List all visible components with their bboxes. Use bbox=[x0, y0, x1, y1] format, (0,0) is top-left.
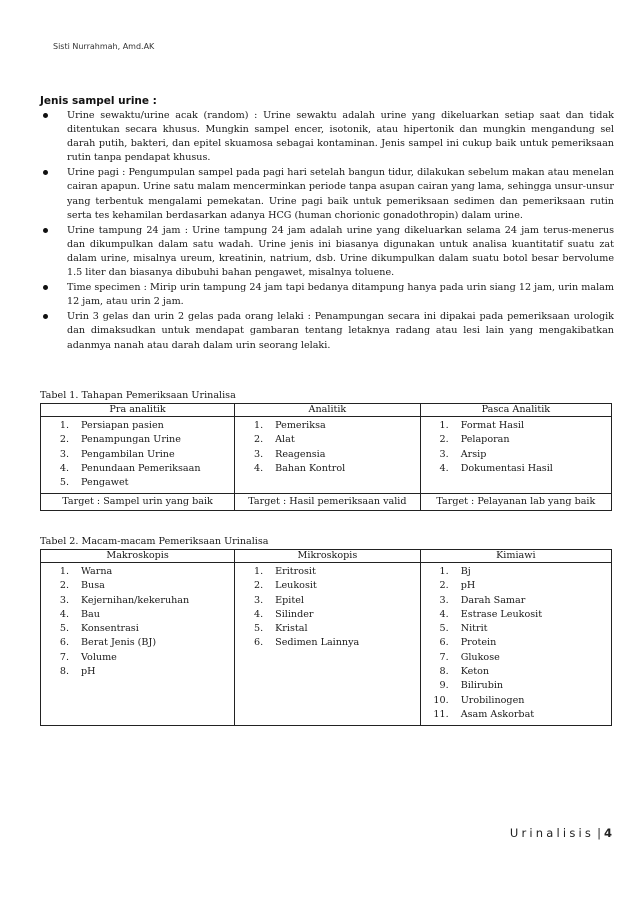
item-text: Reagensia bbox=[275, 448, 326, 460]
item-number: 4. bbox=[439, 462, 449, 474]
list-item bbox=[41, 665, 234, 679]
item-text: Kristal bbox=[275, 623, 308, 635]
item-text: Berat Jenis (BJ) bbox=[81, 637, 157, 649]
footer-title: Urinalisis bbox=[509, 826, 595, 840]
list-item bbox=[41, 433, 234, 447]
list-item bbox=[235, 419, 420, 433]
list-item bbox=[421, 651, 611, 665]
item-number: 5. bbox=[253, 623, 264, 635]
item-number: 2. bbox=[439, 434, 449, 446]
item-text: Penampungan Urine bbox=[81, 434, 181, 446]
bullet-icon bbox=[43, 285, 48, 290]
item-number: 4. bbox=[59, 608, 69, 620]
list-item bbox=[421, 565, 611, 579]
list-item bbox=[41, 462, 234, 476]
item-number: 2. bbox=[253, 434, 264, 446]
list-item bbox=[41, 419, 234, 433]
table1-target-pasca: Target : Pelayanan lab yang baik bbox=[420, 494, 611, 511]
item-text: Dokumentasi Hasil bbox=[460, 462, 553, 474]
list-item bbox=[40, 166, 614, 222]
item-text: Konsentrasi bbox=[81, 623, 139, 635]
item-text: pH bbox=[81, 666, 96, 678]
item-number: 1. bbox=[439, 420, 449, 431]
item-text: Pemeriksa bbox=[275, 420, 326, 431]
item-text: Penundaan Pemeriksaan bbox=[81, 462, 201, 474]
item-number: 8. bbox=[59, 666, 69, 678]
bullet-text: Urine pagi : Pengumpulan sampel pada pagi hari setelah bangun tidur, dilakukan sebelum makan atau menelan cairan apapun. Urine satu malam mencerminkan periode tanpa asupan cairan yang lama, sehingga unsur-unsur yang terbentuk mengalami pemekatan. Urine pagi baik untuk pemeriksaan sedimen dan pemeriksaan rutin serta tes kehamilan berdasarkan adanya HCG (human chorionic gonadothropin) dalam urine. bbox=[67, 167, 614, 221]
item-text: Bahan Kontrol bbox=[275, 462, 346, 474]
item-text: Protein bbox=[460, 637, 497, 649]
list-item bbox=[421, 419, 611, 433]
table2-col-makroskopis bbox=[41, 563, 235, 726]
item-number: 7. bbox=[59, 651, 69, 663]
item-text: Alat bbox=[275, 434, 295, 446]
list-item bbox=[40, 310, 614, 352]
item-number: 6. bbox=[439, 637, 449, 649]
bullet-text: Urin 3 gelas dan urin 2 gelas pada orang lelaki : Penampungan secara ini dipakai pada pemeriksaan urologik dan dimaksudkan untuk mendapat gambaran tentang letaknya radang atau lesi lain yang mengakibatkan adanmya nanah atau darah dalam urin seorang lelaki. bbox=[67, 311, 614, 351]
item-text: Persiapan pasien bbox=[81, 420, 164, 431]
list-item bbox=[40, 224, 614, 280]
item-text: Pelaporan bbox=[460, 434, 510, 446]
list-item bbox=[421, 594, 611, 608]
list-item bbox=[41, 636, 234, 650]
list-item bbox=[40, 109, 614, 165]
list-item bbox=[421, 608, 611, 622]
bullet-icon bbox=[43, 170, 48, 175]
item-number: 10. bbox=[433, 694, 449, 706]
list-item bbox=[421, 448, 611, 462]
item-number: 8. bbox=[439, 666, 449, 678]
table2-col-mikroskopis bbox=[235, 563, 421, 726]
item-number: 2. bbox=[59, 580, 69, 592]
item-number: 4. bbox=[253, 462, 264, 474]
list-item bbox=[41, 579, 234, 593]
list-item bbox=[235, 448, 420, 462]
item-text: Warna bbox=[81, 566, 113, 577]
item-text: Sedimen Lainnya bbox=[275, 637, 360, 649]
item-number: 6. bbox=[253, 637, 264, 649]
table1-caption: Tabel 1. Tahapan Pemeriksaan Urinalisa bbox=[40, 390, 236, 401]
item-number: 5. bbox=[59, 623, 69, 635]
list-item bbox=[235, 608, 420, 622]
bullet-text: Urine tampung 24 jam : Urine tampung 24 jam adalah urine yang dikeluarkan selama 24 jam terus-menerus dan dikumpulkan dalam satu wadah. Urine jenis ini biasanya digunakan untuk analisa kuantitatif suatu zat dalam urine, misalnya ureum, kreatinin, natrium, dsb. Urine dikumpulkan dalam suatu botol besar bervolume 1.5 liter dan biasanya dibubuhi bahan pengawet, misalnya toluene. bbox=[67, 224, 614, 279]
item-number: 5. bbox=[59, 477, 69, 489]
item-number: 3. bbox=[253, 448, 264, 460]
bullet-icon bbox=[43, 113, 48, 118]
list-item bbox=[41, 622, 234, 636]
bullet-icon bbox=[43, 314, 48, 319]
item-text: Bilirubin bbox=[460, 680, 504, 692]
item-number: 3. bbox=[253, 594, 264, 606]
item-number: 2. bbox=[253, 580, 264, 592]
table2-header-makroskopis: Makroskopis bbox=[41, 550, 235, 563]
item-text: Eritrosit bbox=[275, 566, 316, 577]
item-number: 1. bbox=[59, 420, 69, 431]
list-item bbox=[235, 565, 420, 579]
item-text: Glukose bbox=[460, 651, 500, 663]
list-item bbox=[235, 579, 420, 593]
table1-target-analitik: Target : Hasil pemeriksaan valid bbox=[235, 494, 421, 511]
table1-col-analitik bbox=[235, 417, 421, 494]
list-item bbox=[41, 476, 234, 490]
item-number: 11. bbox=[433, 708, 449, 720]
item-text: Arsip bbox=[460, 448, 487, 460]
list-item bbox=[41, 608, 234, 622]
page-header-author: Sisti Nurrahmah, Amd.AK bbox=[53, 42, 155, 51]
item-text: Bau bbox=[81, 608, 100, 620]
table1-header-pasca-analitik: Pasca Analitik bbox=[420, 404, 611, 417]
list-item bbox=[235, 594, 420, 608]
numbered-list bbox=[235, 565, 420, 651]
item-number: 2. bbox=[59, 434, 69, 446]
item-text: Volume bbox=[81, 651, 117, 663]
numbered-list bbox=[235, 419, 420, 476]
table2-caption: Tabel 2. Macam-macam Pemeriksaan Urinalisa bbox=[40, 536, 269, 547]
footer-separator: | bbox=[597, 826, 601, 840]
item-number: 1. bbox=[253, 566, 264, 577]
item-text: Leukosit bbox=[275, 580, 317, 592]
table1-header-pra-analitik: Pra analitik bbox=[41, 404, 235, 417]
item-text: Bj bbox=[460, 566, 471, 577]
list-item bbox=[421, 462, 611, 476]
item-text: Epitel bbox=[275, 594, 304, 606]
list-item bbox=[235, 622, 420, 636]
list-item bbox=[421, 579, 611, 593]
list-item bbox=[421, 708, 611, 722]
page-number: 4 bbox=[603, 826, 612, 840]
item-text: pH bbox=[460, 580, 476, 592]
table2-urinalysis-types bbox=[40, 549, 612, 726]
list-item bbox=[421, 636, 611, 650]
item-number: 4. bbox=[439, 608, 449, 620]
numbered-list bbox=[421, 419, 611, 476]
item-number: 4. bbox=[59, 462, 69, 474]
list-item bbox=[421, 665, 611, 679]
list-item bbox=[421, 433, 611, 447]
bullet-text: Urine sewaktu/urine acak (random) : Urine sewaktu adalah urine yang dikeluarkan setiap saat dan tidak ditentukan secara khusus. Mungkin sampel encer, isotonik, atau hipertonik dan mungkin mengandung sel darah putih, bakteri, dan epitel skuamosa sebagai kontaminan. Jenis sampel ini cukup baik untuk pemeriksaan rutin tanpa pendapat khusus. bbox=[67, 110, 614, 164]
item-number: 6. bbox=[59, 637, 69, 649]
item-text: Asam Askorbat bbox=[460, 708, 535, 720]
item-text: Darah Samar bbox=[460, 594, 526, 606]
table1-col-pasca-analitik bbox=[420, 417, 611, 494]
item-text: Nitrit bbox=[460, 623, 488, 635]
item-number: 9. bbox=[439, 680, 449, 692]
item-number: 5. bbox=[439, 623, 449, 635]
list-item bbox=[41, 565, 234, 579]
item-text: Keton bbox=[460, 666, 490, 678]
item-text: Pengawet bbox=[81, 477, 129, 489]
numbered-list bbox=[421, 565, 611, 722]
table1-target-pra: Target : Sampel urin yang baik bbox=[41, 494, 235, 511]
list-item bbox=[421, 622, 611, 636]
table2-col-kimiawi bbox=[420, 563, 611, 726]
bullet-icon bbox=[43, 228, 48, 233]
list-item bbox=[235, 433, 420, 447]
item-number: 1. bbox=[59, 566, 69, 577]
list-item bbox=[41, 594, 234, 608]
list-item bbox=[421, 679, 611, 693]
item-number: 3. bbox=[59, 594, 69, 606]
list-item bbox=[40, 281, 614, 309]
item-text: Busa bbox=[81, 580, 105, 592]
list-item bbox=[235, 462, 420, 476]
table2-header-mikroskopis: Mikroskopis bbox=[235, 550, 421, 563]
table1-header-analitik: Analitik bbox=[235, 404, 421, 417]
item-text: Urobilinogen bbox=[460, 694, 525, 706]
numbered-list bbox=[41, 419, 234, 490]
item-number: 3. bbox=[439, 594, 449, 606]
item-number: 1. bbox=[253, 420, 264, 431]
numbered-list bbox=[41, 565, 234, 679]
table1-urinalysis-stages bbox=[40, 403, 612, 511]
item-text: Silinder bbox=[275, 608, 314, 620]
item-number: 7. bbox=[439, 651, 449, 663]
table2-header-kimiawi: Kimiawi bbox=[420, 550, 611, 563]
item-number: 3. bbox=[59, 448, 69, 460]
item-text: Kejernihan/kekeruhan bbox=[81, 594, 190, 606]
section-title: Jenis sampel urine : bbox=[40, 95, 157, 107]
page-footer bbox=[510, 826, 612, 840]
list-item bbox=[41, 651, 234, 665]
sample-types-list bbox=[40, 109, 614, 354]
list-item bbox=[235, 636, 420, 650]
item-text: Pengambilan Urine bbox=[81, 448, 175, 460]
item-number: 3. bbox=[439, 448, 449, 460]
list-item bbox=[421, 694, 611, 708]
bullet-text: Time specimen : Mirip urin tampung 24 jam tapi bedanya ditampung hanya pada urin siang 12 jam, urin malam 12 jam, atau urin 2 jam. bbox=[67, 282, 614, 308]
item-number: 2. bbox=[439, 580, 449, 592]
list-item bbox=[41, 448, 234, 462]
item-number: 1. bbox=[439, 566, 449, 577]
item-text: Estrase Leukosit bbox=[460, 608, 543, 620]
item-number: 4. bbox=[253, 608, 264, 620]
item-text: Format Hasil bbox=[460, 420, 525, 431]
table1-col-pra-analitik bbox=[41, 417, 235, 494]
